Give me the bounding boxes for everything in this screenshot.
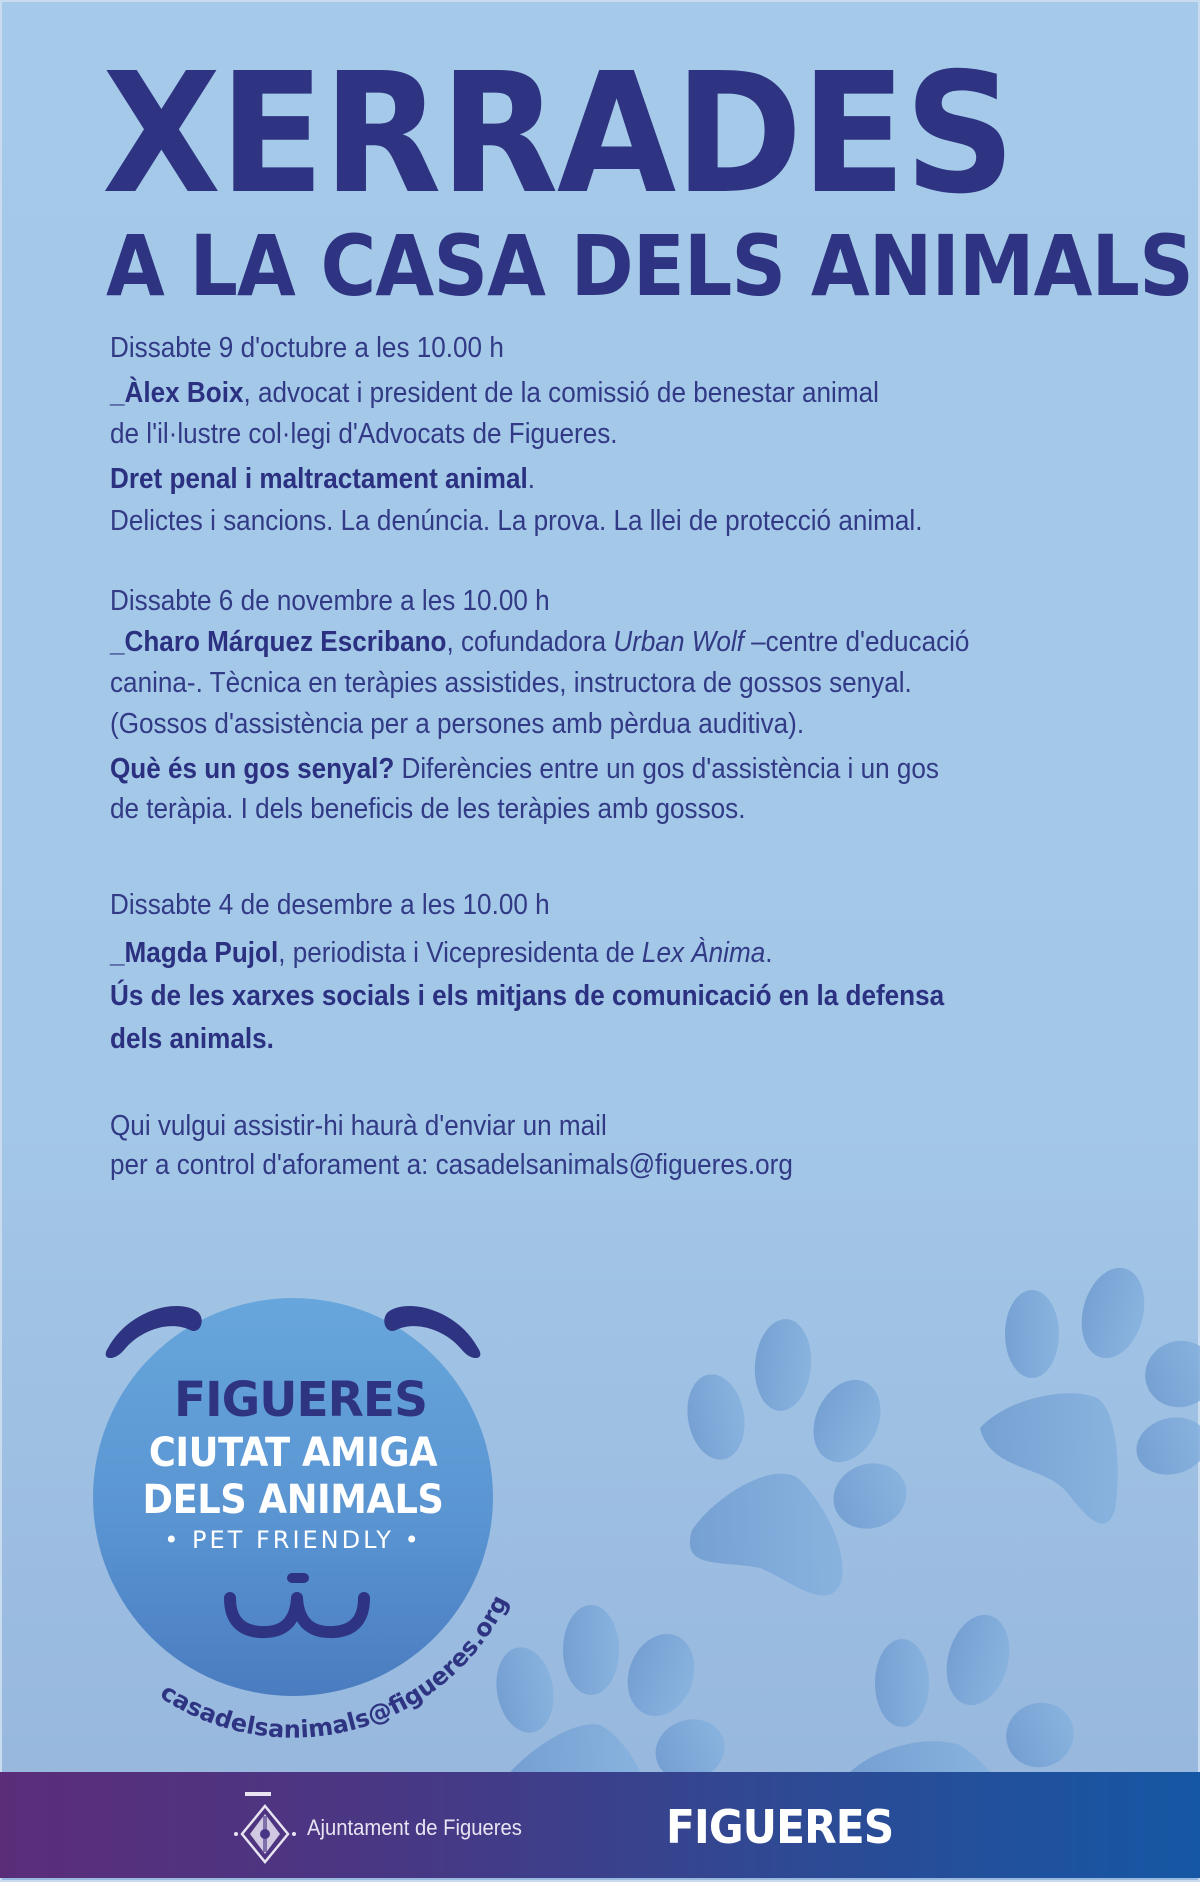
talk-topic-line bbox=[110, 465, 535, 494]
registration-line: Qui vulgui assistir-hi haurà d'enviar un mail bbox=[110, 1110, 607, 1142]
topic-title: Dret penal i maltractament animal bbox=[110, 463, 528, 495]
topic-description: Diferències entre un gos d'assistència i un gos bbox=[394, 753, 939, 785]
page-subtitle: A LA CASA DELS ANIMALS bbox=[106, 217, 1193, 315]
mouth-icon bbox=[230, 1598, 364, 1632]
footer-brand-logo: FIGUERES bbox=[666, 1800, 894, 1854]
footer-bar bbox=[0, 1772, 1200, 1878]
nose-icon bbox=[287, 1573, 309, 1583]
talk-speaker-line bbox=[110, 379, 879, 408]
topic-description-cont: de teràpia. I dels beneficis de les teràpies amb gossos. bbox=[110, 793, 746, 825]
ajuntament-emblem-icon bbox=[232, 1788, 298, 1868]
topic-title-suffix: . bbox=[527, 463, 535, 495]
organization-name: Urban Wolf bbox=[613, 626, 744, 658]
paw-icon bbox=[681, 1317, 916, 1596]
logo-arc-email: casadelsanimals@figueres.org bbox=[155, 1590, 514, 1744]
speaker-description-cont: canina-. Tècnica en teràpies assistides, instructora de gossos senyal. bbox=[110, 667, 912, 699]
organization-name: Lex Ànima bbox=[641, 937, 766, 969]
speaker-name: _Àlex Boix bbox=[110, 377, 244, 409]
page-title: XERRADES bbox=[102, 38, 1014, 231]
talk-date: Dissabte 9 d'octubre a les 10.00 h bbox=[110, 332, 504, 364]
talk-speaker-line bbox=[110, 628, 969, 657]
speaker-description: , cofundadora bbox=[446, 626, 614, 658]
speaker-description-cont: (Gossos d'assistència per a persones amb pèrdua auditiva). bbox=[110, 708, 805, 740]
speaker-description: , advocat i president de la comissió de benestar animal bbox=[243, 377, 879, 409]
registration-prefix: per a control d'aforament a: bbox=[110, 1149, 436, 1181]
topic-title: Ús de les xarxes socials i els mitjans de comunicació en la defensa bbox=[110, 980, 945, 1012]
topic-title: Què és un gos senyal? bbox=[110, 753, 395, 785]
speaker-name: _Charo Márquez Escribano bbox=[110, 626, 447, 658]
talk-date: Dissabte 4 de desembre a les 10.00 h bbox=[110, 889, 550, 921]
speaker-description-cont: de l'il·lustre col·legi d'Advocats de Figueres. bbox=[110, 418, 618, 450]
talk-date: Dissabte 6 de novembre a les 10.00 h bbox=[110, 585, 550, 617]
logo-brand: FIGUERES bbox=[174, 1372, 427, 1428]
topic-title-line-cont bbox=[110, 1025, 274, 1054]
topic-description: Delictes i sancions. La denúncia. La prova. La llei de protecció animal. bbox=[110, 505, 923, 537]
talk-topic-line bbox=[110, 755, 939, 784]
topic-title-line bbox=[110, 982, 944, 1011]
speaker-description: . bbox=[765, 937, 773, 969]
registration-email-link[interactable]: casadelsanimals@figueres.org bbox=[435, 1149, 793, 1181]
right-ear-icon bbox=[384, 1306, 480, 1358]
speaker-description: , periodista i Vicepresidenta de bbox=[278, 937, 642, 969]
ajuntament-label: Ajuntament de Figueres bbox=[307, 1815, 522, 1840]
left-ear-icon bbox=[106, 1306, 202, 1358]
registration-line-email bbox=[110, 1151, 793, 1180]
paw-icon bbox=[980, 1261, 1200, 1524]
logo-tagline: • PET FRIENDLY • bbox=[164, 1526, 422, 1554]
pet-friendly-logo bbox=[80, 1280, 560, 1744]
paw-icon bbox=[850, 1608, 1083, 1777]
speaker-name: _Magda Pujol bbox=[110, 937, 279, 969]
talk-speaker-line bbox=[110, 939, 772, 968]
logo-line-1: CIUTAT AMIGA bbox=[148, 1430, 438, 1476]
topic-title-cont: dels animals. bbox=[110, 1023, 274, 1055]
speaker-description: –centre d'educació bbox=[743, 626, 970, 658]
logo-line-2: DELS ANIMALS bbox=[142, 1477, 444, 1523]
